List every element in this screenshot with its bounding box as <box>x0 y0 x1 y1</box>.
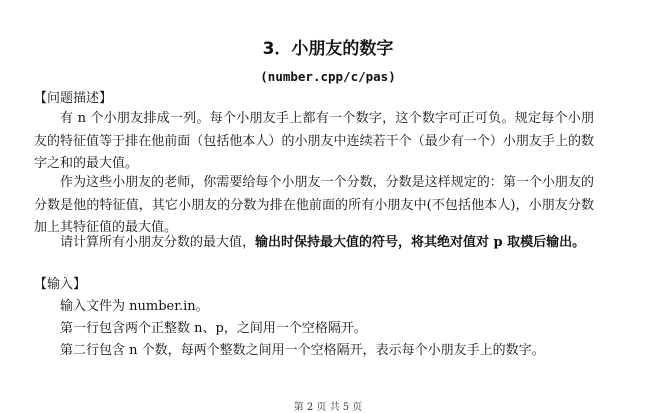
description-paragraph-2: 作为这些小朋友的老师，你需要给每个小朋友一个分数，分数是这样规定的：第一个小朋友的分数是他的特征值，其它小朋友的分数为排在他前面的所有小朋友中(不包括他本人)，小朋友分数加上其特征值的最大值。 <box>34 175 594 235</box>
problem-filename: (number.cpp/c/pas) <box>260 69 396 84</box>
input-heading: 【输入】 <box>34 277 87 292</box>
description-heading: 【问题描述】 <box>34 91 113 106</box>
description-paragraph-1: 有 n 个小朋友排成一列。每个小朋友手上都有一个数字，这个数字可正可负。规定每个小朋友的特征值等于排在他前面（包括他本人）的小朋友中连续若干个（最少有一个）小朋友手上的数字之和的最大值。 <box>34 111 594 171</box>
input-line-3: 第二行包含 n 个数，每两个整数之间用一个空格隔开，表示每个小朋友手上的数字。 <box>60 343 545 358</box>
problem-title: 3．小朋友的数字 <box>262 39 394 59</box>
paragraph-3-text: 请计算所有小朋友分数的最大值， <box>60 235 256 250</box>
input-line-1: 输入文件为 number.in。 <box>60 299 209 314</box>
input-line-2: 第一行包含两个正整数 n、p，之间用一个空格隔开。 <box>60 321 367 336</box>
paragraph-3-bold-text: 输出时保持最大值的符号，将其绝对值对 p 取模后输出。 <box>255 235 586 250</box>
description-paragraph-3 <box>34 232 594 255</box>
page-footer: 第 2 页 共 5 页 <box>293 402 363 413</box>
